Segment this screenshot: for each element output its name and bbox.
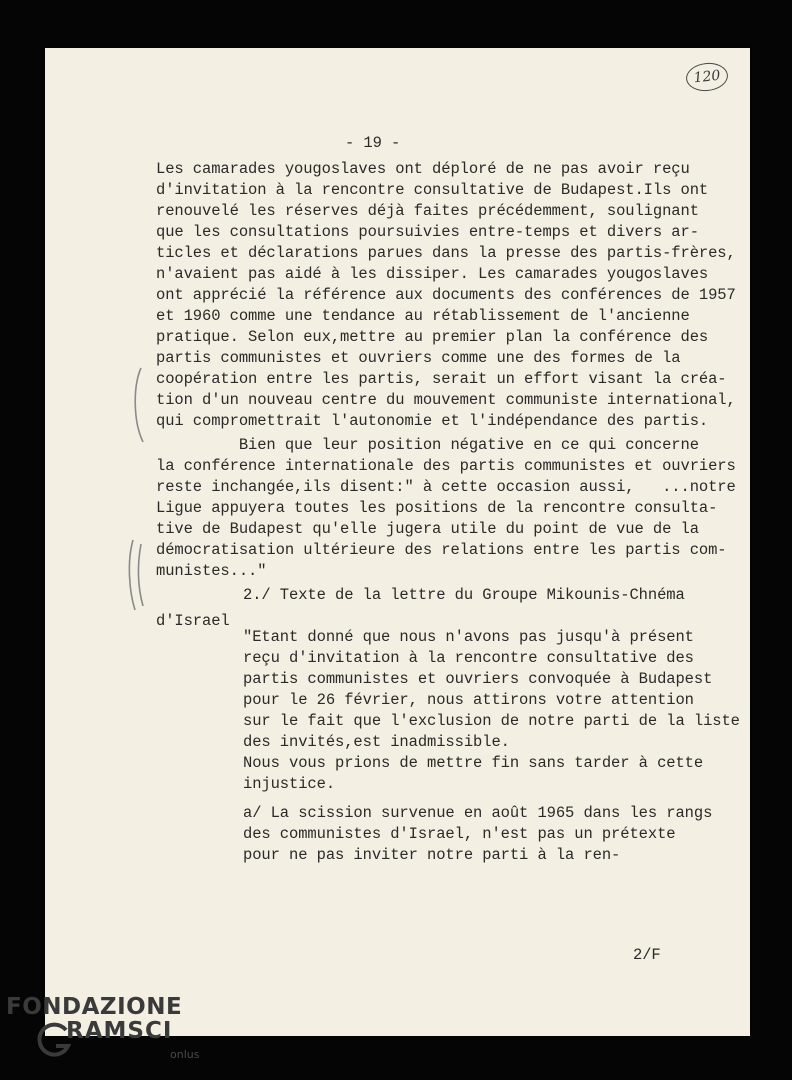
text-line: des invités,est inadmissible.	[243, 733, 510, 751]
text-line: qui compromettrait l'autonomie et l'indépendance des partis.	[156, 412, 709, 430]
footer-reference: 2/F	[633, 946, 661, 964]
text-line: injustice.	[243, 775, 336, 793]
text-line: coopération entre les partis, serait un effort visant la créa-	[156, 370, 727, 388]
text-line: Les camarades yougoslaves ont déploré de ne pas avoir reçu	[156, 160, 690, 178]
paragraph-2	[156, 436, 736, 586]
watermark-line-1: FONDAZIONE	[6, 994, 183, 1020]
watermark-suffix: onlus	[170, 1048, 200, 1061]
text-line: a/ La scission survenue en août 1965 dans les rangs	[243, 804, 713, 822]
text-line: munistes..."	[156, 562, 267, 580]
text-line: Nous vous prions de mettre fin sans tarder à cette	[243, 754, 704, 772]
text-line: renouvelé les réserves déjà faites précédemment, soulignant	[156, 202, 699, 220]
page-number: - 19 -	[345, 134, 401, 152]
text-line: d'invitation à la rencontre consultative de Budapest.Ils ont	[156, 181, 709, 199]
text-line: partis communistes et ouvriers comme une des formes de la	[156, 349, 681, 367]
text-line: des communistes d'Israel, n'est pas un prétexte	[243, 825, 676, 843]
text-line: n'avaient pas aidé à les dissiper. Les camarades yougoslaves	[156, 265, 709, 283]
letter-paragraph-1	[243, 628, 740, 798]
text-line: Bien que leur position négative en ce qui concerne	[156, 436, 699, 454]
text-line: démocratisation ultérieure des relations entre les partis com-	[156, 541, 727, 559]
text-line: la conférence internationale des partis communistes et ouvriers	[156, 457, 736, 475]
section-heading-continued: d'Israel	[156, 612, 230, 630]
letter-paragraph-2	[243, 804, 723, 874]
fondazione-gramsci-watermark	[6, 994, 206, 1074]
text-line: reste inchangée,ils disent:" à cette occasion aussi, ...notre	[156, 478, 736, 496]
text-line: sur le fait que l'exclusion de notre parti de la liste	[243, 712, 740, 730]
text-line: ticles et déclarations parues dans la presse des partis-frères,	[156, 244, 736, 262]
section-heading: 2./ Texte de la lettre du Groupe Mikounis-Chnéma	[243, 586, 685, 604]
text-line: "Etant donné que nous n'avons pas jusqu'à présent	[243, 628, 694, 646]
text-line: Ligue appuyera toutes les positions de la rencontre consulta-	[156, 499, 718, 517]
text-line: reçu d'invitation à la rencontre consultative des	[243, 649, 694, 667]
text-line: que les consultations poursuivies entre-temps et divers ar-	[156, 223, 699, 241]
archive-stamp: 120	[685, 61, 730, 93]
text-line: pratique. Selon eux,mettre au premier plan la conférence des	[156, 328, 709, 346]
watermark-line-2: RAMSCI	[66, 1018, 173, 1044]
document-page	[45, 48, 750, 1036]
text-line: tion d'un nouveau centre du mouvement communiste international,	[156, 391, 736, 409]
text-line: pour le 26 février, nous attirons votre attention	[243, 691, 694, 709]
text-line: tive de Budapest qu'elle jugera utile du point de vue de la	[156, 520, 699, 538]
text-line: partis communistes et ouvriers convoquée à Budapest	[243, 670, 713, 688]
paragraph-1	[156, 160, 736, 430]
text-line: et 1960 comme une tendance au rétablissement de l'ancienne	[156, 307, 690, 325]
text-line: pour ne pas inviter notre parti à la ren-	[243, 846, 621, 864]
pencil-mark-bracket-1	[131, 366, 151, 446]
pencil-mark-bracket-2	[125, 536, 149, 616]
text-line: ont apprécié la référence aux documents des conférences de 1957	[156, 286, 736, 304]
